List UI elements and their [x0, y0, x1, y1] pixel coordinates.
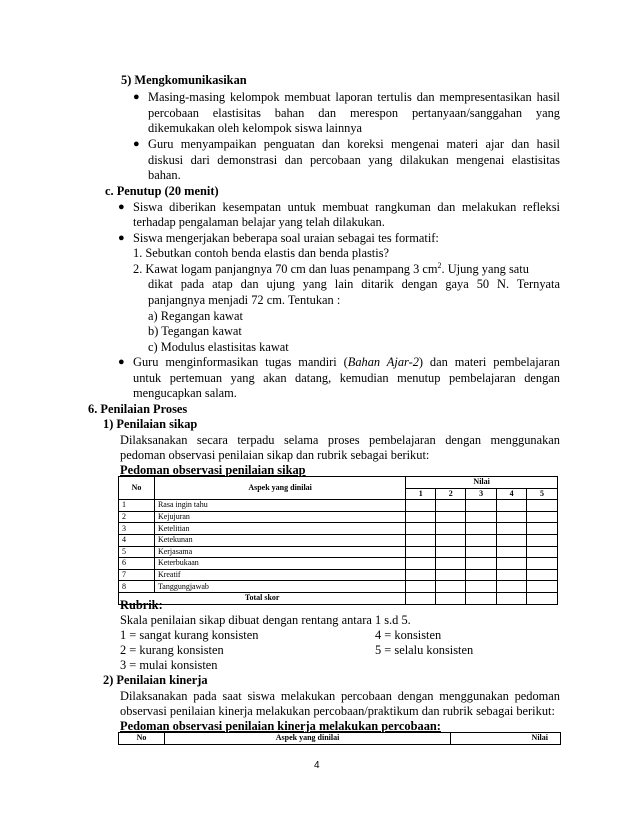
- text-span: ) dan materi pembelajaran: [418, 355, 560, 369]
- section-heading-komunikasi: 5) Mengkomunikasikan: [121, 73, 247, 87]
- cell-aspek: Ketelitian: [154, 523, 405, 535]
- attitude-table: [118, 476, 558, 605]
- bullet-icon: ●: [118, 232, 125, 244]
- score-cell[interactable]: [527, 500, 558, 512]
- cell-no: 2: [119, 511, 155, 523]
- score-cell[interactable]: [406, 569, 436, 581]
- score-cell[interactable]: [436, 581, 466, 593]
- cell-aspek: Kerjasama: [154, 546, 405, 558]
- cell-no: 5: [119, 546, 155, 558]
- question-2: [133, 262, 560, 277]
- paragraph-line: untuk pertemuan yang akan datang, kemudian menutup pembelajaran dengan: [133, 371, 560, 385]
- score-cell[interactable]: [466, 569, 497, 581]
- table-row: [119, 569, 558, 581]
- score-cell[interactable]: [527, 569, 558, 581]
- table-row: [119, 581, 558, 593]
- score-cell[interactable]: [436, 546, 466, 558]
- paragraph-line: dikat pada atap dan ujung yang lain ditarik dengan gaya 50 N. Ternyata: [148, 277, 560, 291]
- header-aspek: Aspek yang dinilai: [164, 733, 450, 745]
- table-row: [119, 534, 558, 546]
- rubric-scale-4: 4 = konsisten: [375, 628, 442, 642]
- cell-aspek: Keterbukaan: [154, 558, 405, 570]
- score-cell[interactable]: [406, 558, 436, 570]
- paragraph-line: Siswa diberikan kesempatan untuk membuat rangkuman dan melakukan refleksi: [133, 200, 560, 214]
- text-span: Guru menginformasikan tugas mandiri (: [133, 355, 348, 369]
- table-row: [119, 546, 558, 558]
- score-cell[interactable]: [527, 581, 558, 593]
- score-cell[interactable]: [466, 546, 497, 558]
- score-cell[interactable]: [436, 592, 466, 604]
- table-row: [119, 500, 558, 512]
- paragraph-line: mengucapkan salam.: [133, 386, 237, 400]
- score-cell[interactable]: [466, 558, 497, 570]
- score-cell[interactable]: [406, 511, 436, 523]
- superscript: 2: [437, 260, 442, 270]
- cell-aspek: Rasa ingin tahu: [154, 500, 405, 512]
- score-cell[interactable]: [497, 534, 527, 546]
- cell-aspek: Tanggungjawab: [154, 581, 405, 593]
- question-2-text: . Ujung yang satu: [441, 262, 529, 276]
- cell-no: 1: [119, 500, 155, 512]
- header-no: No: [119, 477, 155, 500]
- paragraph-line: terhadap pengalaman belajar yang telah dilakukan.: [133, 215, 385, 229]
- subsection-heading-sikap: 1) Penilaian sikap: [103, 417, 198, 431]
- cell-no: 6: [119, 558, 155, 570]
- rubric-heading: Rubrik:: [120, 598, 163, 612]
- score-cell[interactable]: [466, 534, 497, 546]
- paragraph-line: Siswa mengerjakan beberapa soal uraian sebagai tes formatif:: [133, 231, 439, 245]
- score-cell[interactable]: [497, 546, 527, 558]
- performance-table: [118, 732, 561, 745]
- cell-no: 7: [119, 569, 155, 581]
- paragraph-line: Masing-masing kelompok membuat laporan tertulis dan mempresentasikan hasil: [148, 90, 560, 104]
- question-2-text: 2. Kawat logam panjangnya 70 cm dan luas penampang 3 cm: [133, 262, 438, 276]
- score-cell[interactable]: [497, 558, 527, 570]
- paragraph-line: [133, 355, 560, 370]
- cell-no: 3: [119, 523, 155, 535]
- paragraph-line: percobaan elastisitas bahan dan merespon pertanyaan/sanggahan yang: [148, 106, 560, 120]
- total-label: Total skor: [119, 592, 406, 604]
- cell-aspek: Kejujuran: [154, 511, 405, 523]
- score-cell[interactable]: [406, 581, 436, 593]
- score-cell[interactable]: [466, 511, 497, 523]
- score-cell[interactable]: [406, 546, 436, 558]
- table-title-kinerja: Pedoman observasi penilaian kinerja melakukan percobaan:: [120, 719, 441, 733]
- section-heading-penutup: c. Penutup (20 menit): [105, 184, 219, 198]
- table-total-row: [119, 592, 558, 604]
- score-header: 3: [466, 488, 497, 500]
- rubric-scale-5: 5 = selalu konsisten: [375, 643, 474, 657]
- score-cell[interactable]: [436, 523, 466, 535]
- bullet-icon: ●: [118, 201, 125, 213]
- table-row: [119, 558, 558, 570]
- page-number: 4: [314, 760, 320, 771]
- score-cell[interactable]: [436, 500, 466, 512]
- score-cell[interactable]: [436, 558, 466, 570]
- score-cell[interactable]: [497, 511, 527, 523]
- score-cell[interactable]: [527, 523, 558, 535]
- paragraph-line: bahan.: [148, 168, 181, 182]
- paragraph-line: panjangnya menjadi 72 cm. Tentukan :: [148, 293, 341, 307]
- score-cell[interactable]: [406, 592, 436, 604]
- score-header: 5: [527, 488, 558, 500]
- bullet-icon: ●: [133, 138, 140, 150]
- score-header: 1: [406, 488, 436, 500]
- sub-question-a: a) Regangan kawat: [148, 309, 243, 323]
- question-1: 1. Sebutkan contoh benda elastis dan benda plastis?: [133, 246, 390, 260]
- score-cell[interactable]: [466, 592, 497, 604]
- score-cell[interactable]: [497, 581, 527, 593]
- score-cell[interactable]: [436, 534, 466, 546]
- score-cell[interactable]: [527, 546, 558, 558]
- score-header: 2: [436, 488, 466, 500]
- score-cell[interactable]: [527, 511, 558, 523]
- score-cell[interactable]: [466, 523, 497, 535]
- bullet-icon: ●: [118, 356, 125, 368]
- header-aspek: Aspek yang dinilai: [154, 477, 405, 500]
- score-cell[interactable]: [497, 523, 527, 535]
- score-cell[interactable]: [497, 592, 527, 604]
- paragraph-line: pedoman observasi penilaian sikap dan rubrik sebagai berikut:: [120, 448, 430, 462]
- section-heading-proses: 6. Penilaian Proses: [88, 402, 188, 416]
- sub-question-b: b) Tegangan kawat: [148, 324, 242, 338]
- paragraph-line: diskusi dari demonstrasi dan percobaan yang dilakukan mengenai elastisitas: [148, 153, 560, 167]
- subsection-heading-kinerja: 2) Penilaian kinerja: [103, 673, 208, 687]
- cell-no: 8: [119, 581, 155, 593]
- paragraph-line: Guru menyampaikan penguatan dan koreksi mengenai materi ajar dan hasil: [148, 137, 560, 151]
- rubric-scale-1: 1 = sangat kurang konsisten: [120, 628, 259, 642]
- paragraph-line: dikemukakan oleh kelompok siswa lainnya: [148, 121, 363, 135]
- table-header-row: [119, 733, 561, 745]
- cell-aspek: Kreatif: [154, 569, 405, 581]
- paragraph-line: Dilaksanakan pada saat siswa melakukan percobaan dengan menggunakan pedoman: [120, 689, 560, 703]
- score-cell[interactable]: [436, 569, 466, 581]
- paragraph-line: Dilaksanakan secara terpadu selama proses pembelajaran dengan menggunakan: [120, 433, 560, 447]
- score-cell[interactable]: [406, 534, 436, 546]
- score-cell[interactable]: [527, 558, 558, 570]
- score-cell[interactable]: [497, 500, 527, 512]
- score-cell[interactable]: [466, 500, 497, 512]
- rubric-text: Skala penilaian sikap dibuat dengan rentang antara 1 s.d 5.: [120, 613, 411, 627]
- table-header-row: [119, 477, 558, 489]
- sub-question-c: c) Modulus elastisitas kawat: [148, 340, 289, 354]
- rubric-scale-2: 2 = kurang konsisten: [120, 643, 224, 657]
- bullet-icon: ●: [133, 91, 140, 103]
- header-nilai: Nilai: [406, 477, 558, 489]
- score-cell[interactable]: [406, 500, 436, 512]
- text-italic: Bahan Ajar-2: [347, 355, 419, 369]
- cell-no: 4: [119, 534, 155, 546]
- score-cell[interactable]: [527, 534, 558, 546]
- paragraph-line: observasi penilaian kinerja melakukan percobaan/praktikum dan rubrik sebagai berikut:: [120, 704, 555, 718]
- cell-aspek: Ketekunan: [154, 534, 405, 546]
- table-row: [119, 511, 558, 523]
- score-cell[interactable]: [466, 581, 497, 593]
- score-cell[interactable]: [436, 511, 466, 523]
- table-row: [119, 523, 558, 535]
- score-cell[interactable]: [406, 523, 436, 535]
- header-no: No: [119, 733, 165, 745]
- score-header: 4: [497, 488, 527, 500]
- header-nilai: Nilai: [451, 733, 561, 745]
- table-title-sikap: Pedoman observasi penilaian sikap: [120, 463, 306, 477]
- score-cell[interactable]: [497, 569, 527, 581]
- rubric-scale-3: 3 = mulai konsisten: [120, 658, 218, 672]
- score-cell[interactable]: [527, 592, 558, 604]
